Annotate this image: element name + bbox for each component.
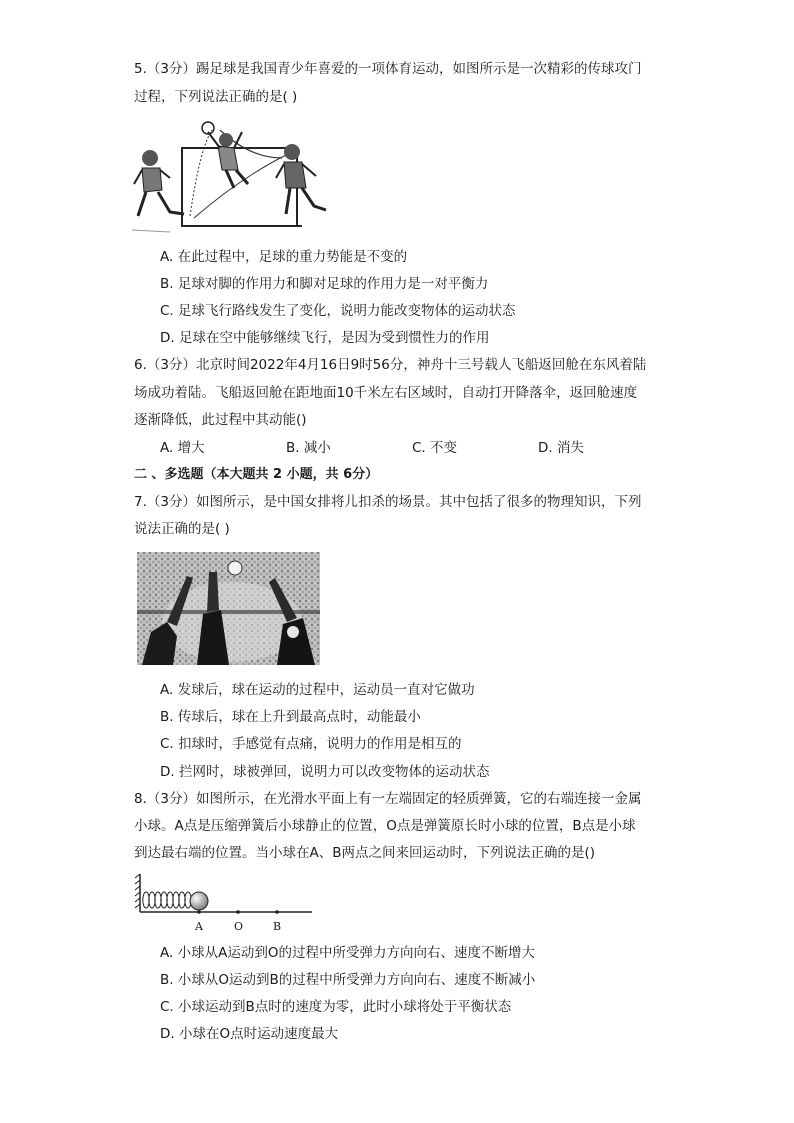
q7-stem-line1: 7.（3分）如图所示，是中国女排将儿扣杀的场景。其中包括了很多的物理知识，下列 [134, 494, 642, 510]
q8-stem-line3: 到达最右端的位置。当小球在A、B两点之间来回运动时，下列说法正确的是() [134, 845, 596, 861]
q6-option-a[interactable]: A. 增大 [160, 440, 205, 456]
q5-stem-line2: 过程，下列说法正确的是( ) [134, 89, 298, 105]
q8-option-c[interactable]: C. 小球运动到B点时的速度为零，此时小球将处于平衡状态 [160, 999, 512, 1015]
q6-option-c[interactable]: C. 不变 [412, 440, 458, 456]
point-o-label: O [234, 920, 244, 933]
q7-option-d[interactable]: D. 拦网时，球被弹回，说明力可以改变物体的运动状态 [160, 764, 490, 780]
q6-option-b[interactable]: B. 减小 [286, 440, 331, 456]
q5-option-c[interactable]: C. 足球飞行路线发生了变化，说明力能改变物体的运动状态 [160, 303, 516, 319]
point-b-label: B [273, 920, 282, 933]
volleyball-photo [137, 552, 320, 665]
q8-option-a[interactable]: A. 小球从A运动到O的过程中所受弹力方向向右、速度不断增大 [160, 945, 535, 961]
q8-stem-line1: 8.（3分）如图所示，在光滑水平面上有一左端固定的轻质弹簧，它的右端连接一金属 [134, 791, 642, 807]
q8-option-d[interactable]: D. 小球在O点时运动速度最大 [160, 1026, 339, 1042]
q7-option-c[interactable]: C. 扣球时，手感觉有点痛，说明力的作用是相互的 [160, 736, 462, 752]
q6-stem-line1: 6.（3分）北京时间2022年4月16日9时56分，神舟十三号载人飞船返回舱在东风着陆 [134, 357, 647, 373]
q5-stem-line1: 5.（3分）踢足球是我国青少年喜爱的一项体育运动，如图所示是一次精彩的传球攻门 [134, 61, 642, 77]
soccer-figure [130, 118, 338, 236]
q7-stem-line2: 说法正确的是( ) [134, 521, 230, 537]
q8-stem-line2: 小球。A点是压缩弹簧后小球静止的位置，O点是弹簧原长时小球的位置，B点是小球 [134, 818, 636, 834]
q8-option-b[interactable]: B. 小球从O运动到B的过程中所受弹力方向向右、速度不断减小 [160, 972, 536, 988]
spring-ball-figure [134, 872, 314, 918]
q6-option-d[interactable]: D. 消失 [538, 440, 584, 456]
q6-stem-line3: 逐渐降低，此过程中其动能() [134, 412, 307, 428]
point-a-label: A [195, 920, 203, 933]
q5-option-d[interactable]: D. 足球在空中能够继续飞行，是因为受到惯性力的作用 [160, 330, 490, 346]
q7-option-a[interactable]: A. 发球后，球在运动的过程中，运动员一直对它做功 [160, 682, 475, 698]
section-header-multi-choice: 二 、多选题（本大题共 2 小题，共 6分） [134, 467, 379, 482]
q7-option-b[interactable]: B. 传球后，球在上升到最高点时，动能最小 [160, 709, 421, 725]
q5-option-b[interactable]: B. 足球对脚的作用力和脚对足球的作用力是一对平衡力 [160, 276, 489, 292]
q5-option-a[interactable]: A. 在此过程中，足球的重力势能是不变的 [160, 249, 408, 265]
q6-stem-line2: 场成功着陆。飞船返回舱在距地面10千米左右区域时，自动打开降落伞，返回舱速度 [134, 385, 638, 401]
